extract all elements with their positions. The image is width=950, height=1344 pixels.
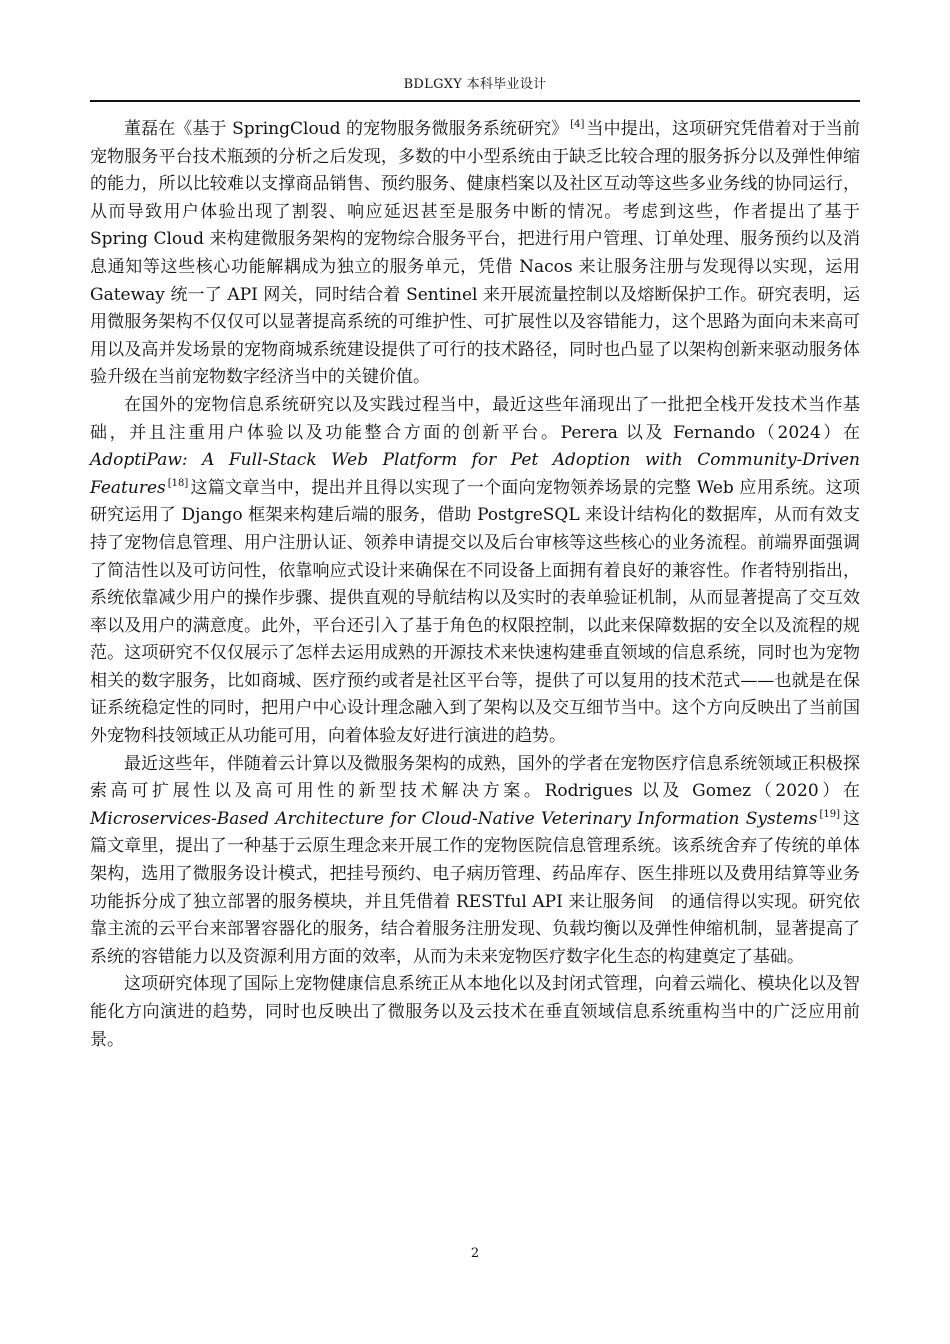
body-text: [90, 116, 860, 1054]
citation-ref: [18]: [167, 477, 189, 489]
paragraph-conclusion: [90, 971, 860, 1054]
paragraph-text: 这篇文章当中，提出并且得以实现了一个面向宠物领养场景的完整 Web 应用系统。这项研究运用了 Django 框架来构建后端的服务，借助 PostgreSQL 来设计结构化的数据库，从而有效支持了宠物信息管理、用户注册认证、领养申请提交以及后台审核等这些核心的业务流程。前端界面强调了简洁性以及可访问性，依靠响应式设计来确保在不同设备上面拥有着良好的兼容性。作者特别指出，系统依靠减少用户的操作步骤、提供直观的导航结构以及实时的表单验证机制，从而显著提高了交互效率以及用户的满意度。此外，平台还引入了基于角色的权限控制，以此来保障数据的安全以及流程的规范。这项研究不仅仅展示了怎样去运用成熟的开源技术来快速构建垂直领域的信息系统，同时也为宠物相关的数字服务，比如商城、医疗预约或者是社区平台等，提供了可以复用的技术范式——也就是在保证系统稳定性的同时，把用户中心设计理念融入到了架构以及交互细节当中。这个方向反映出了当前国外宠物科技领域正从功能可用，向着体验友好进行演进的趋势。: [90, 477, 860, 747]
paragraph-adoptipaw-study: [90, 392, 860, 751]
paragraph-springcloud-study: [90, 116, 860, 392]
citation-ref: [19]: [819, 808, 841, 820]
header-rule: [90, 100, 860, 102]
paragraph-microservices-study: [90, 751, 860, 972]
paragraph-text: 这篇文章里，提出了一种基于云原生理念来开展工作的宠物医院信息管理系统。该系统舍弃了传统的单体架构，选用了微服务设计模式，把挂号预约、电子病历管理、药品库存、医生排班以及费用结算等业务功能拆分成了独立部署的服务模块，并且凭借着 RESTful API 来让服务间 的通信得以实现。研究依靠主流的云平台来部署容器化的服务，结合着服务注册发现、负载均衡以及弹性伸缩机制，显著提高了系统的容错能力以及资源利用方面的效率，从而为未来宠物医疗数字化生态的构建奠定了基础。: [90, 808, 861, 967]
cited-article-title: AdoptiPaw: A Full-Stack Web Platform for Pet Adoption with Community-Driven Features: [90, 450, 860, 498]
page-header: BDLGXY 本科毕业设计: [403, 77, 547, 92]
paragraph-lead: 董磊在《基于 SpringCloud 的宠物服务微服务系统研究》: [124, 119, 569, 139]
paragraph-lead: 在国外的宠物信息系统研究以及实践过程当中，最近这些年涌现出了一批把全栈开发技术当作基础，并且注重用户体验以及功能整合方面的创新平台。Perera 以及 Fernando（2024）在: [90, 394, 860, 443]
paragraph-lead: 最近这些年，伴随着云计算以及微服务架构的成熟，国外的学者在宠物医疗信息系统领域正积极探索高可扩展性以及高可用性的新型技术解决方案。Rodrigues 以及 Gomez（2020）在: [90, 753, 860, 802]
paragraph-text: 当中提出，这项研究凭借着对于当前宠物服务平台技术瓶颈的分析之后发现，多数的中小型系统由于缺乏比较合理的服务拆分以及弹性伸缩的能力，所以比较难以支撑商品销售、预约服务、健康档案以及社区互动等这些多业务线的协同运行，从而导致用户体验出现了割裂、响应延迟甚至是服务中断的情况。考虑到这些，作者提出了基于 Spring Cloud 来构建微服务架构的宠物综合服务平台，把进行用户管理、订单处理、服务预约以及消息通知等这些核心功能解耦成为独立的服务单元，凭借 Nacos 来让服务注册与发现得以实现，运用 Gateway 统一了 API 网关，同时结合着 Sentinel 来开展流量控制以及熔断保护工作。研究表明，运用微服务架构不仅仅可以显著提高系统的可维护性、可扩展性以及容错能力，这个思路为面向未来高可用以及高并发场景的宠物商城系统建设提供了可行的技术路径，同时也凸显了以架构创新来驱动服务体验升级在当前宠物数字经济当中的关键价值。: [90, 119, 860, 388]
cited-article-title: Microservices-Based Architecture for Cloud-Native Veterinary Information Systems: [90, 808, 818, 829]
paragraph-text: 这项研究体现了国际上宠物健康信息系统正从本地化以及封闭式管理，向着云端化、模块化以及智能化方向演进的趋势，同时也反映出了微服务以及云技术在垂直领域信息系统重构当中的广泛应用前景。: [90, 974, 860, 1050]
page-number: 2: [470, 1246, 480, 1261]
citation-ref: [4]: [570, 119, 585, 130]
